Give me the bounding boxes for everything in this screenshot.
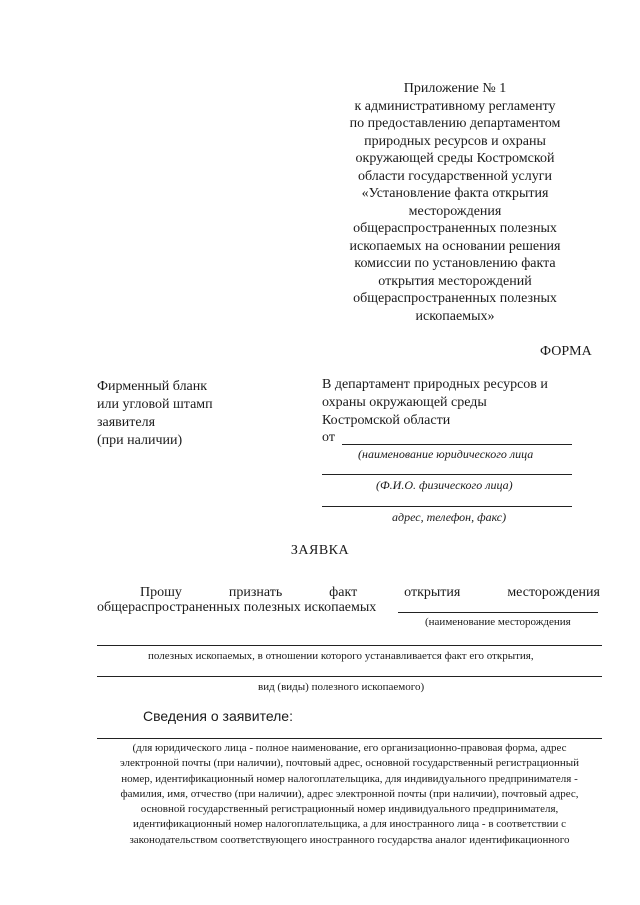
request-word: Прошу bbox=[140, 585, 182, 600]
notes-line: идентификационный номер налогоплательщика, а для иностранного лица - в соответствии с bbox=[132, 818, 567, 831]
appendix-line: «Установление факта открытия bbox=[361, 186, 549, 201]
mineral-type-hint: вид (виды) полезного ископаемого) bbox=[258, 681, 425, 693]
request-word: открытия bbox=[404, 585, 461, 600]
letterhead-line: или угловой штамп bbox=[97, 397, 213, 412]
recipient-line: Костромской области bbox=[322, 413, 451, 428]
applicant-info-heading: Сведения о заявителе: bbox=[143, 708, 293, 724]
appendix-line: общераспространенных полезных bbox=[353, 221, 557, 236]
appendix-line: области государственной услуги bbox=[357, 168, 552, 184]
appendix-header bbox=[330, 80, 580, 325]
form-label: ФОРМА bbox=[540, 344, 592, 359]
deposit-name-hint: (наименование месторождения bbox=[425, 616, 571, 628]
applicant-info-field[interactable] bbox=[97, 738, 602, 739]
minerals-hint: полезных ископаемых, в отношении которого устанавливается факт его открытия, bbox=[148, 650, 534, 662]
recipient-line: В департамент природных ресурсов и bbox=[322, 377, 548, 392]
letterhead-line: Фирменный бланк bbox=[97, 379, 208, 394]
legal-entity-name-field[interactable] bbox=[342, 444, 572, 445]
person-name-field[interactable] bbox=[322, 474, 572, 475]
appendix-line: месторождения bbox=[408, 203, 502, 219]
notes-line: электронной почты (при наличии), почтовый адрес, основной государственный регистрационный bbox=[119, 757, 580, 770]
recipient-line: охраны окружающей среды bbox=[322, 395, 487, 410]
appendix-line: к административному регламенту bbox=[354, 98, 556, 114]
notes-line: номер, идентификационный номер налогоплательщика, для индивидуального предпринимателя - bbox=[121, 772, 578, 785]
notes-line: (для юридического лица - полное наименование, его организационно-правовая форма, адрес bbox=[132, 742, 567, 754]
appendix-line: открытия месторождений bbox=[378, 273, 532, 289]
appendix-line: природных ресурсов и охраны bbox=[364, 133, 546, 149]
request-word: факт bbox=[329, 585, 358, 600]
request-word: признать bbox=[228, 585, 283, 600]
recipient-block bbox=[322, 376, 548, 430]
deposit-name-field[interactable] bbox=[398, 612, 598, 613]
letterhead-note bbox=[97, 378, 213, 450]
letterhead-line: (при наличии) bbox=[97, 433, 183, 448]
notes-line: законодательством соответствующего иностранного государства аналог идентификационного bbox=[129, 833, 570, 846]
contacts-hint: адрес, телефон, факс) bbox=[392, 510, 507, 524]
contacts-field[interactable] bbox=[322, 506, 572, 507]
person-name-hint: (Ф.И.О. физического лица) bbox=[376, 478, 513, 492]
mineral-type-field[interactable] bbox=[97, 676, 602, 677]
appendix-line: окружающей среды Костромской bbox=[355, 151, 555, 166]
appendix-line: общераспространенных полезных bbox=[353, 291, 557, 306]
request-line-2: общераспространенных полезных ископаемых bbox=[97, 600, 377, 615]
request-line bbox=[140, 585, 600, 601]
notes-line: фамилия, имя, отчество (при наличии), адрес электронной почты (при наличии), почтовый адрес, bbox=[120, 787, 579, 800]
request-word: месторождения bbox=[507, 585, 600, 600]
from-label: от bbox=[322, 430, 335, 445]
notes-line: основной государственный регистрационный номер индивидуального предпринимателя, bbox=[140, 803, 559, 816]
appendix-line: Приложение № 1 bbox=[403, 81, 507, 96]
appendix-line: ископаемых» bbox=[415, 308, 495, 324]
document-title: ЗАЯВКА bbox=[290, 543, 350, 558]
appendix-line: комиссии по установлению факта bbox=[354, 256, 556, 271]
legal-entity-hint: (наименование юридического лица bbox=[358, 447, 534, 461]
applicant-info-notes bbox=[97, 741, 602, 848]
letterhead-line: заявителя bbox=[97, 415, 156, 430]
minerals-field[interactable] bbox=[97, 645, 602, 646]
appendix-line: по предоставлению департаментом bbox=[349, 116, 561, 131]
appendix-line: ископаемых на основании решения bbox=[349, 238, 561, 254]
